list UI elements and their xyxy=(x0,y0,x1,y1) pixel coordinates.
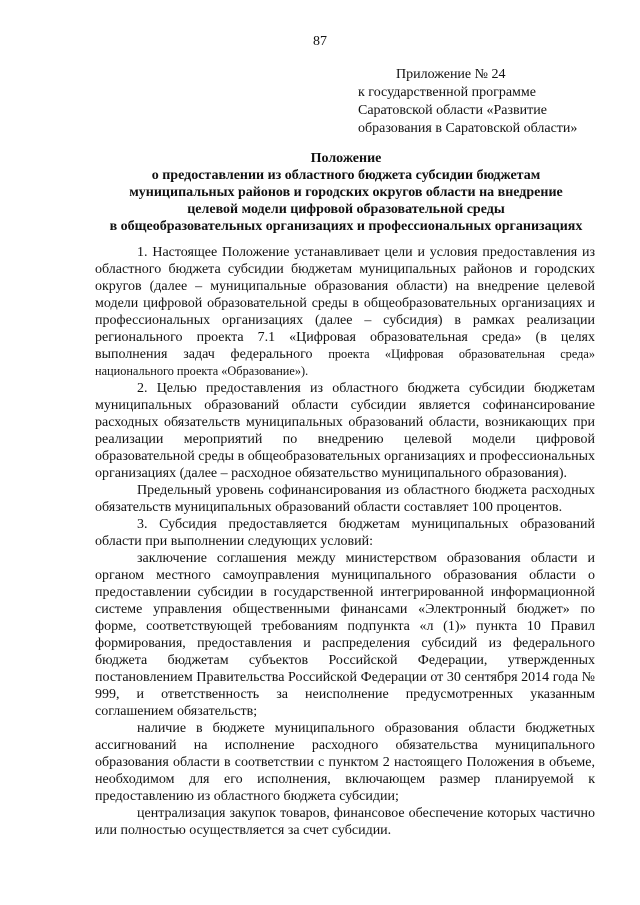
appendix-header xyxy=(358,66,618,138)
title-line: в общеобразовательных организациях и профессиональных организациях xyxy=(109,219,583,234)
title-line: Положение xyxy=(310,151,382,166)
document-body xyxy=(95,244,595,839)
paragraph-1-text: 1. Настоящее Положение устанавливает цели и условия предоставления из областного бюджета субсидии бюджетам муниципальных районов и городских округов (далее – муниципальные образования области) на внедрение целевой модели цифровой образовательной среды в общеобразовательных организациях и профессиональных организациях (далее – субсидия) в рамках реализации регионального проекта 7.1 «Цифровая образовательная среда» (в целях выполнения задач федерального xyxy=(95,245,595,362)
paragraph-5: заключение соглашения между министерством образования области и органом местного самоуправления муниципального образования области о предоставлении субсидии в государственной интегрированной информационной системе управления общественными финансами «Электронный бюджет» по форме, соответствующей требованиям подпункта «л (1)» пункта 10 Правил формирования, предоставления и распределения субсидий из федерального бюджета бюджетам субъектов Российской Федерации, утвержденных постановлением Правительства Российской Федерации от 30 сентября 2014 года № 999, и ответственность за неисполнение предусмотренных указанным соглашением обязательств; xyxy=(95,551,595,719)
paragraph-1 xyxy=(95,244,595,380)
appendix-line: к государственной программе xyxy=(358,85,536,100)
paragraph-6: наличие в бюджете муниципального образования области бюджетных ассигнований на исполнение расходного обязательства муниципального образования области в соответствии с пунктом 2 настоящего Положения в объеме, необходимом для его исполнения, включающем размер планируемой к предоставлению из областного бюджета субсидии; xyxy=(95,721,595,804)
appendix-line: Саратовской области «Развитие xyxy=(358,103,547,118)
title-line: о предоставлении из областного бюджета субсидии бюджетам xyxy=(151,168,541,183)
page-number: 87 xyxy=(313,34,327,49)
paragraph-4: 3. Субсидия предоставляется бюджетам муниципальных образований области при выполнении следующих условий: xyxy=(95,517,595,549)
appendix-line: образования в Саратовской области» xyxy=(358,121,578,136)
appendix-title: Приложение № 24 xyxy=(396,67,506,82)
paragraph-7: централизация закупок товаров, финансовое обеспечение которых частично или полностью осуществляется за счет субсидии. xyxy=(95,806,595,838)
paragraph-3: Предельный уровень софинансирования из областного бюджета расходных обязательств муниципальных образований области составляет 100 процентов. xyxy=(95,483,595,515)
paragraph-1-small-text: проекта «Цифровая образовательная среда» национального проекта «Образование»). xyxy=(95,347,595,378)
document-title xyxy=(86,150,606,235)
title-line: целевой модели цифровой образовательной среды xyxy=(187,202,505,217)
title-line: муниципальных районов и городских округов области на внедрение xyxy=(129,185,563,200)
paragraph-2: 2. Целью предоставления из областного бюджета субсидии бюджетам муниципальных образований области субсидии является софинансирование расходных обязательств муниципальных образований области, возникающих при реализации мероприятий по внедрению целевой модели цифровой образовательной среды в общеобразовательных организациях и профессиональных организациях (далее – расходное обязательство муниципального образования). xyxy=(95,381,595,481)
